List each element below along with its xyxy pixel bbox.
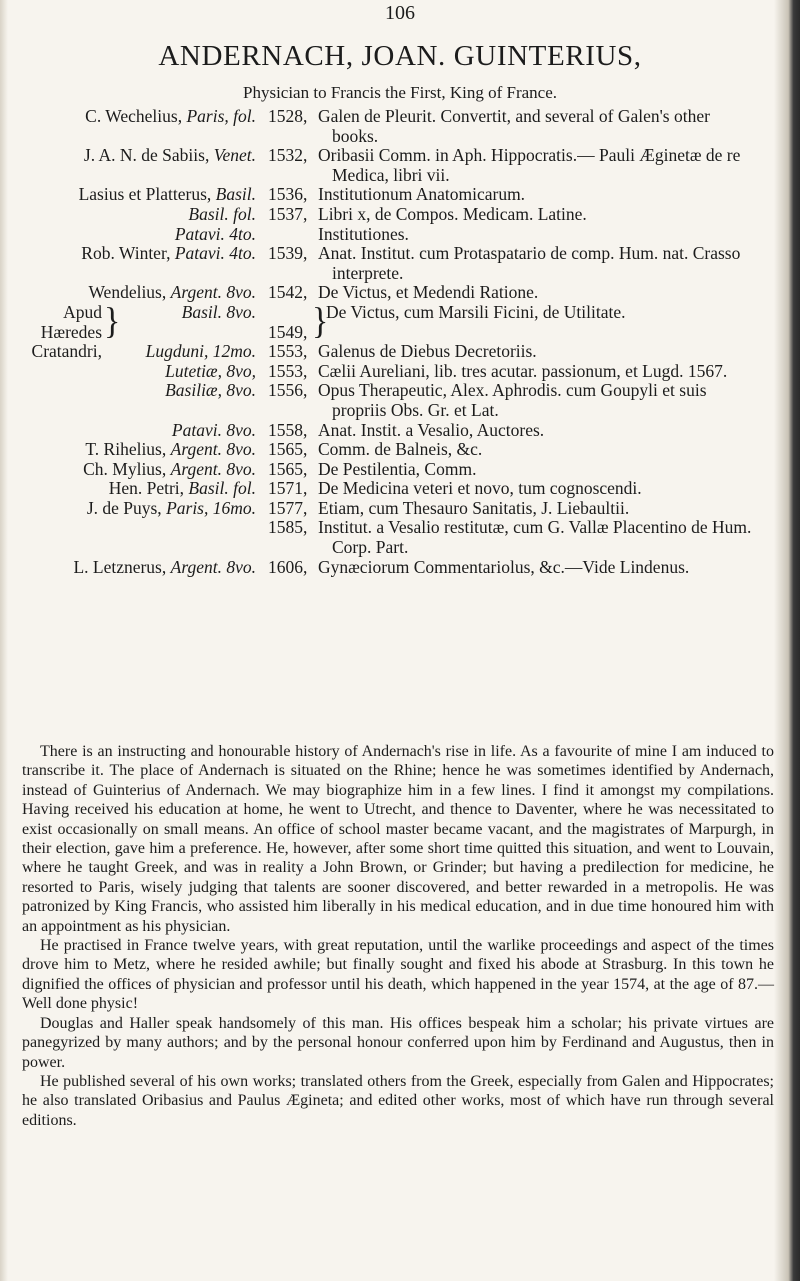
place: Paris, 16mo. [166,497,256,518]
place: Argent. 8vo. [170,439,256,460]
year: 1565, [268,439,308,460]
printer: Ch. Mylius, [83,458,167,479]
place: Venet. [213,145,256,166]
year: 1571, [268,478,308,499]
title: Oribasii Comm. in Aph. Hippocratis.— Pauli Æginetæ de re Medica, libri vii. [318,145,741,185]
printer: C. Wechelius, [85,106,183,126]
place: Argent. 8vo. [170,556,256,577]
paragraph: There is an instructing and honourable history of Andernach's rise in life. As a favourite of mine I am induced to transcribe it. The place of Andernach is situated on the Rhine; hence he was sometimes identified by Andernach, instead of Guinterius of Andernach. We may biographize him in a few lines. I find it amongst my compilations. Having received his education at home, he went to Utrecht, and thence to Daventer, where he was necessitated to exist occasionally on small means. An office of school master became vacant, and the magistrates of Marpurgh, in their election, gave him a preference. He, however, after some short time quitted this situation, and went to Louvain, where he taught Greek, and was in reality a John Brown, or Grinder; but having a predilection for medicine, he resorted to Paris, wisely judging that talents are sooner discovered, and better rewarded in a metropolis. He was patronized by King Francis, who assisted him liberally in his medical education, and in due time honoured him with an appointment as his physician. [22,743,774,935]
printer: Lasius et Platterus, [78,184,212,205]
entry-heading: ANDERNACH, JOAN. GUINTERIUS, [158,40,642,72]
title: Libri x, de Compos. Medicam. Latine. [318,203,587,224]
bibliography-entry [0,342,780,362]
title: Galen de Pleurit. Convertit, and several of Galen's other books. [318,106,710,146]
bibliography-entry [0,518,780,557]
year: 1539, [268,243,308,264]
bibliography-entry [0,381,780,420]
bibliography-entry [0,460,780,480]
printer: L. Letznerus, [73,556,167,577]
place: Basil. fol. [188,478,256,499]
year: 1577, [268,497,308,518]
place: Basiliæ, 8vo. [165,380,256,401]
bibliography-entry [0,440,780,460]
year: 1549, [268,321,308,342]
printer: Rob. Winter, [81,243,171,264]
year: 1532, [268,145,308,166]
title: Opus Therapeutic, Alex. Aphrodis. cum Goupyli et suis propriis Obs. Gr. et Lat. [318,380,707,420]
year: 1558, [268,419,308,440]
bibliography-list [0,107,780,577]
title: De Victus, cum Marsili Ficini, de Utilitate. [326,301,626,322]
page-number: 106 [385,2,415,24]
place: Lutetiæ, 8vo, [165,360,256,381]
title: Institut. a Vesalio restitutæ, cum G. Vallæ Placentino de Hum. Corp. Part. [318,517,752,558]
year: 1565, [268,458,308,479]
place: Patavi. 4to. [174,223,256,244]
printer: Hen. Petri, [108,478,185,499]
bibliography-entry [0,225,780,245]
bibliography-entry [0,558,780,578]
place: Paris, fol. [186,106,256,126]
year: 1585, [268,517,308,538]
printer: Wendelius, [88,282,167,303]
title: Etiam, cum Thesauro Sanitatis, J. Liebaultii. [318,497,630,518]
paragraph: He practised in France twelve years, with great reputation, until the warlike proceedings and aspect of the times drove him to Metz, where he resided awhile; but finally sought and fixed his abode at Strasburg. In this town he dignified the offices of physician and professor until his death, which happened in the year 1574, at the age of 87.—Well done physic! [22,937,774,1013]
title: De Victus, et Medendi Ratione. [318,282,539,303]
paragraph: He published several of his own works; translated others from the Greek, especially from Galen and Hippocrates; he also translated Oribasius and Paulus Ægineta; and edited other works, most of which have run through several editions. [22,1072,774,1129]
bibliography-entry [0,244,780,283]
paragraph: Douglas and Haller speak handsomely of this man. His offices bespeak him a scholar; his private virtues are panegyrized by many authors; and by the personal honour conferred upon him by Ferdinand and Augustus, then in power. [22,1014,774,1071]
year: 1553, [268,341,308,362]
printer: Apud Hæredes [40,301,102,342]
year: 1606, [268,556,308,577]
title: De Medicina veteri et novo, tum cognoscendi. [318,478,642,499]
year: 1553, [268,360,308,381]
title: Comm. de Balneis, &c. [318,439,483,460]
place: Lugduni, 12mo. [145,341,256,362]
year: 1556, [268,380,308,401]
printer: T. Rihelius, [85,439,167,460]
place: Argent. 8vo. [170,458,256,479]
title: Anat. Instit. a Vesalio, Auctores. [318,419,545,440]
title: Galenus de Diebus Decretoriis. [318,341,537,362]
title: Gynæciorum Commentariolus, &c.—Vide Lindenus. [318,556,690,577]
printer: J. de Puys, [86,497,162,518]
biography-text [22,742,774,1130]
place: Basil. fol. [188,203,256,224]
place: Basil. 8vo. [181,301,256,322]
title: Anat. Institut. cum Protaspatario de comp. Hum. nat. Crasso interprete. [318,243,741,283]
year: 1542, [268,282,308,303]
printer: J. A. N. de Sabiis, [83,145,210,166]
year: 1528, [268,106,308,126]
bibliography-entry [0,479,780,499]
bibliography-entry [0,185,780,205]
year: 1536, [268,184,308,205]
title: Cælii Aureliani, lib. tres acutar. passionum, et Lugd. 1567. [318,360,728,381]
title: Institutionum Anatomicarum. [318,184,526,205]
bibliography-entry [0,421,780,441]
title: De Pestilentia, Comm. [318,458,477,479]
bibliography-entry [0,107,780,146]
place: Argent. 8vo. [170,282,256,303]
brace-mark: } [312,301,329,342]
place: Basil. [215,184,256,205]
year: 1537, [268,203,308,224]
place: Patavi. 4to. [174,243,256,264]
bibliography-entry [0,146,780,185]
printer-line-2: Cratandri, [31,341,102,362]
title: Institutiones. [318,223,409,244]
bibliography-entry [0,205,780,225]
brace-mark: } [104,301,121,342]
bibliography-entry [0,499,780,519]
place: Patavi. 8vo. [171,419,256,440]
entry-subheading: Physician to Francis the First, King of France. [243,83,557,102]
bibliography-entry [0,283,780,303]
bibliography-entry [0,362,780,382]
